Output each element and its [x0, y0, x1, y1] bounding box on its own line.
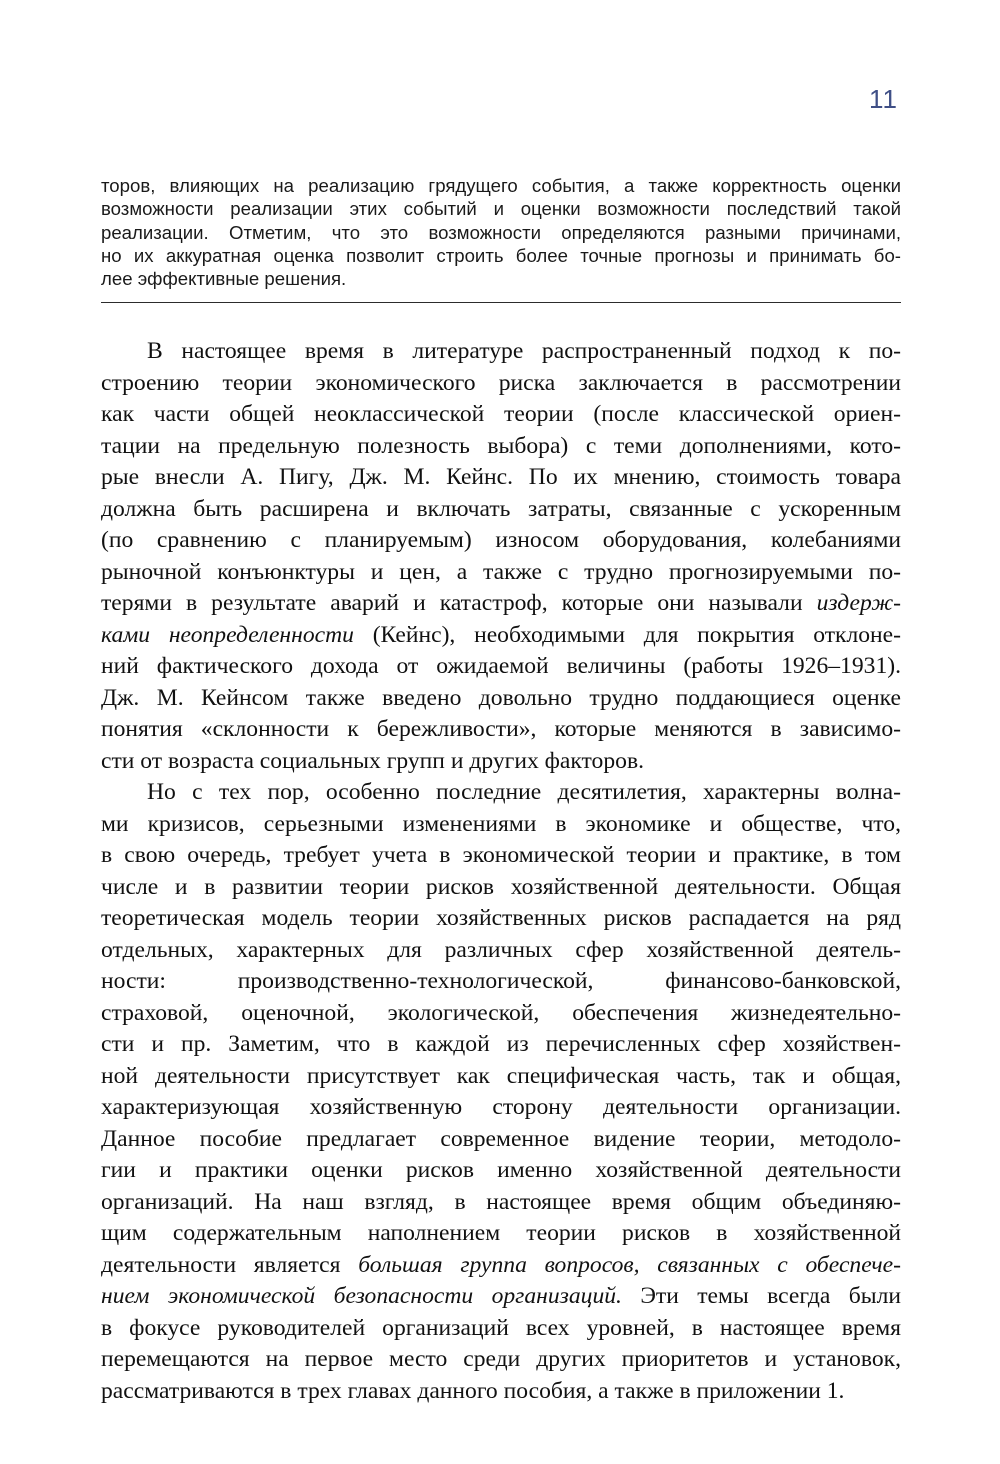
paragraph-line: ми кризисов, серьезными изменениями в экономике и обществе, что,	[101, 810, 901, 837]
paragraph-line: теоретическая модель теории хозяйственных рисков распадается на ряд	[101, 905, 901, 931]
paragraph-line: Данное пособие предлагает современное видение теории, методоло-	[101, 1125, 901, 1152]
sidebar-line: реализации. Отметим, что это возможности определяются разными причинами,	[101, 221, 901, 243]
paragraph-line: щим содержательным наполнением теории рисков в хозяйственной	[101, 1220, 901, 1246]
paragraph-line: рыночной конъюнктуры и цен, а также с трудно прогнозируемыми по-	[101, 558, 901, 585]
paragraph-line: страховой, оценочной, экологической, обеспечения жизнедеятельно-	[101, 999, 901, 1026]
italic-term: большая группа вопросов, связанных с обеспече-	[358, 1251, 901, 1278]
paragraph-line: рассматриваются в трех главах данного пособия, а также в приложении 1.	[101, 1377, 845, 1404]
paragraph-line: сти и пр. Заметим, что в каждой из перечисленных сфер хозяйствен-	[101, 1031, 901, 1057]
sidebar-line: торов, влияющих на реализацию грядущего события, а также корректность оценки	[101, 175, 901, 196]
paragraph-line: ности: производственно-технологической, финансово-банковской,	[101, 968, 901, 994]
text-run: деятельности является	[101, 1251, 359, 1278]
italic-term: ками неопределенности	[101, 621, 354, 648]
page-number: 11	[869, 84, 898, 114]
sidebar-line: но их аккуратная оценка позволит строить более точные прогнозы и принимать бо-	[101, 244, 901, 266]
paragraph-line: гии и практики оценки рисков именно хозяйственной деятельности	[101, 1157, 901, 1183]
text-run: Эти темы всегда были	[621, 1283, 901, 1309]
paragraph-line: в фокусе руководителей организаций всех уровней, в настоящее время	[101, 1314, 901, 1341]
paragraph-line	[101, 620, 901, 652]
paragraph-line	[101, 1281, 901, 1313]
paragraph-line: организаций. На наш взгляд, в настоящее время общим объединяю-	[101, 1188, 901, 1215]
paragraph-line: в свою очередь, требует учета в экономической теории и практике, в том	[101, 842, 901, 868]
sidebar-note	[101, 174, 901, 290]
paragraph-line: рые внесли А. Пигу, Дж. М. Кейнс. По их мнению, стоимость товара	[101, 464, 901, 490]
italic-term: издерж-	[816, 590, 901, 616]
text-run: терями в результате аварий и катастроф, которые они называли	[101, 590, 817, 616]
sidebar-line: возможности реализации этих событий и оценки возможности последствий такой	[101, 198, 901, 220]
paragraph-line	[101, 588, 901, 620]
paragraph-line: понятия «склонности к бережливости», которые меняются в зависимо-	[101, 716, 901, 742]
paragraph-line: перемещаются на первое место среди других приоритетов и установок,	[101, 1346, 901, 1372]
paragraph-line: должна быть расширена и включать затраты, связанные с ускоренным	[101, 495, 901, 522]
paragraph-line: В настоящее время в литературе распространенный подход к по-	[147, 338, 901, 364]
paragraph-line: отдельных, характерных для различных сфер хозяйственной деятель-	[101, 936, 901, 963]
paragraph-line: как части общей неоклассической теории (после классической ориен-	[101, 401, 901, 427]
paragraph-line: ной деятельности присутствует как специфическая часть, так и общая,	[101, 1062, 901, 1089]
paragraph-line: Дж. М. Кейнсом также введено довольно трудно поддающиеся оценке	[101, 684, 901, 711]
paragraph-line: характеризующая хозяйственную сторону деятельности организации.	[101, 1094, 901, 1120]
italic-term: нием экономической безопасности организаций.	[101, 1283, 622, 1309]
main-text	[101, 336, 901, 1407]
paragraph-line	[101, 1250, 901, 1282]
paragraph-line: сти от возраста социальных групп и других факторов.	[101, 747, 644, 774]
paragraph-line: ний фактического дохода от ожидаемой величины (работы 1926–1931).	[101, 653, 901, 679]
paragraph-line: числе и в развитии теории рисков хозяйственной деятельности. Общая	[101, 873, 901, 900]
paragraph-line: строению теории экономического риска заключается в рассмотрении	[101, 369, 901, 396]
text-run: (Кейнс), необходимыми для покрытия отклоне-	[353, 621, 901, 648]
paragraph-line: Но с тех пор, особенно последние десятилетия, характерны волна-	[147, 779, 901, 805]
divider	[101, 302, 901, 303]
paragraph-line: тации на предельную полезность выбора) с теми дополнениями, кото-	[101, 432, 901, 459]
sidebar-line: лее эффективные решения.	[101, 268, 347, 290]
paragraph-line: (по сравнению с планируемым) износом оборудования, колебаниями	[101, 527, 901, 553]
